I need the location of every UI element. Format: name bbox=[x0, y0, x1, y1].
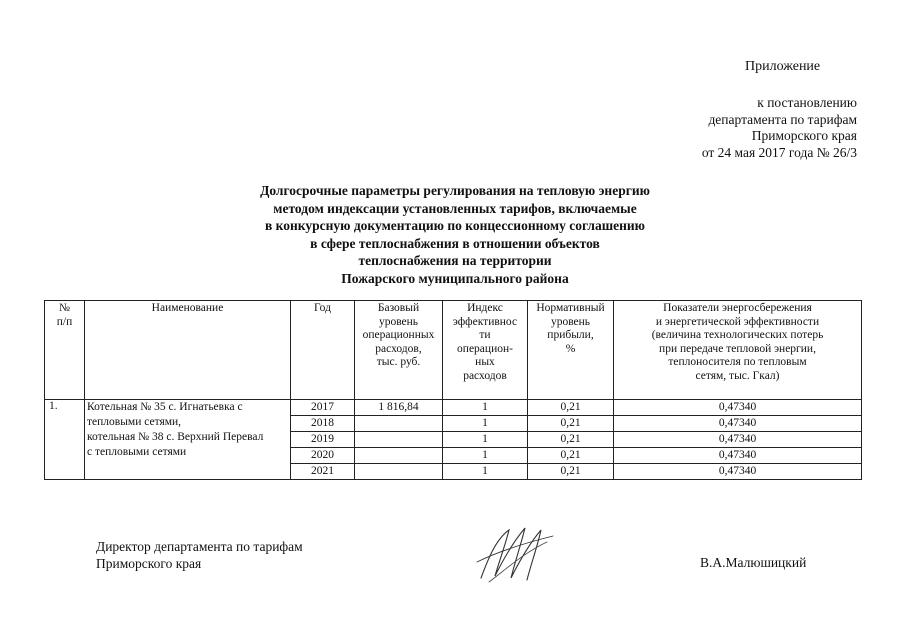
cell-base-costs bbox=[355, 448, 443, 464]
header-num: № п/п bbox=[45, 301, 85, 400]
signatory-position: Директор департамента по тарифам Приморского края bbox=[96, 539, 303, 571]
document-title bbox=[180, 182, 730, 287]
row-number: 1. bbox=[45, 400, 85, 480]
handwritten-signature bbox=[475, 522, 555, 584]
title-line: Пожарского муниципального района bbox=[341, 270, 569, 286]
parameters-table bbox=[44, 300, 862, 480]
header-base-costs: Базовый уровень операционных расходов, тыс. руб. bbox=[355, 301, 443, 400]
cell-energy-indicator: 0,47340 bbox=[614, 432, 862, 448]
cell-year: 2020 bbox=[291, 448, 355, 464]
appendix-line: от 24 мая 2017 года № 26/3 bbox=[701, 144, 857, 160]
cell-profit-level: 0,21 bbox=[528, 448, 614, 464]
cell-base-costs bbox=[355, 416, 443, 432]
cell-profit-level: 0,21 bbox=[528, 464, 614, 480]
header-year: Год bbox=[291, 301, 355, 400]
appendix-title: Приложение bbox=[745, 59, 821, 74]
appendix-reference bbox=[702, 95, 857, 161]
cell-base-costs: 1 816,84 bbox=[355, 400, 443, 416]
title-line: методом индексации установленных тарифов, включаемые bbox=[273, 200, 637, 216]
cell-base-costs bbox=[355, 464, 443, 480]
cell-base-costs bbox=[355, 432, 443, 448]
cell-energy-indicator: 0,47340 bbox=[614, 416, 862, 432]
cell-energy-indicator: 0,47340 bbox=[614, 464, 862, 480]
cell-efficiency-index: 1 bbox=[443, 448, 528, 464]
header-name: Наименование bbox=[85, 301, 291, 400]
appendix-line: департамента по тарифам bbox=[708, 111, 857, 127]
cell-efficiency-index: 1 bbox=[443, 416, 528, 432]
header-energy-indicators: Показатели энергосбережения и энергетической эффективности (величина технологических потерь при передаче тепловой энергии, теплоносителя по тепловым сетям, тыс. Гкал) bbox=[614, 301, 862, 400]
facility-name: Котельная № 35 с. Игнатьевка с тепловыми сетями, котельная № 38 с. Верхний Перевал с тепловыми сетями bbox=[85, 400, 291, 480]
cell-year: 2017 bbox=[291, 400, 355, 416]
cell-profit-level: 0,21 bbox=[528, 400, 614, 416]
cell-energy-indicator: 0,47340 bbox=[614, 400, 862, 416]
cell-energy-indicator: 0,47340 bbox=[614, 448, 862, 464]
title-line: в конкурсную документацию по концессионному соглашению bbox=[265, 218, 645, 233]
cell-profit-level: 0,21 bbox=[528, 432, 614, 448]
cell-efficiency-index: 1 bbox=[443, 464, 528, 480]
cell-profit-level: 0,21 bbox=[528, 416, 614, 432]
title-line: Долгосрочные параметры регулирования на тепловую энергию bbox=[260, 183, 650, 198]
cell-year: 2021 bbox=[291, 464, 355, 480]
table-header-row bbox=[45, 301, 862, 400]
cell-year: 2019 bbox=[291, 432, 355, 448]
signatory-name: В.А.Малюшицкий bbox=[700, 555, 807, 570]
appendix-line: к постановлению bbox=[757, 95, 857, 110]
title-line: теплоснабжения на территории bbox=[358, 253, 552, 268]
appendix-line: Приморского края bbox=[751, 128, 857, 143]
table-row bbox=[45, 400, 862, 416]
cell-efficiency-index: 1 bbox=[443, 400, 528, 416]
header-profit-level: Нормативный уровень прибыли, % bbox=[528, 301, 614, 400]
header-efficiency-index: Индекс эффективнос ти операцион- ных расходов bbox=[443, 301, 528, 400]
cell-efficiency-index: 1 bbox=[443, 432, 528, 448]
title-line: в сфере теплоснабжения в отношении объектов bbox=[310, 235, 600, 251]
cell-year: 2018 bbox=[291, 416, 355, 432]
